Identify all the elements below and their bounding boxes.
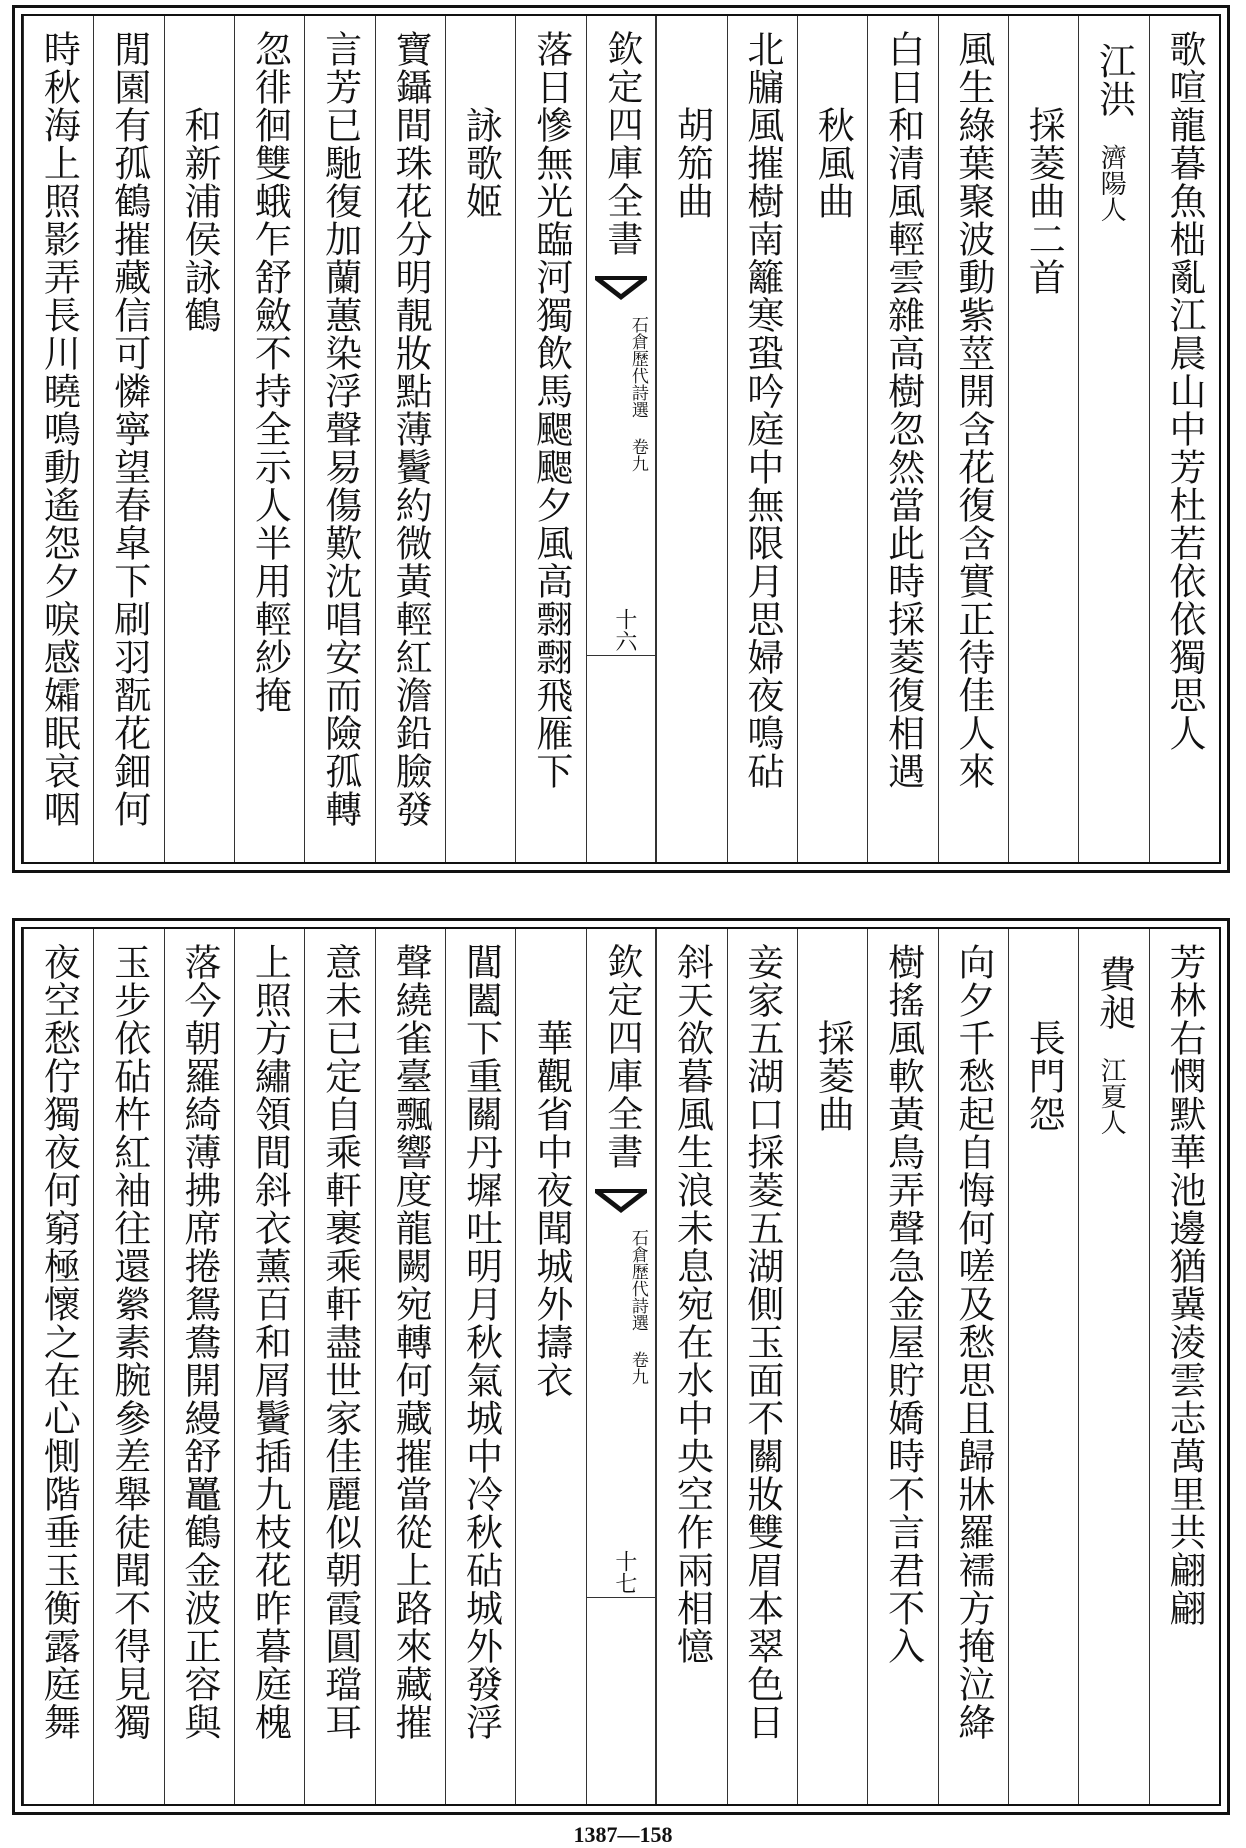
poem-title: 秋風曲 <box>811 106 855 220</box>
text-column <box>304 16 374 862</box>
verse-line: 妾家五湖口採菱五湖側玉面不關妝雙眉本翠色日 <box>740 943 784 1741</box>
text-column <box>797 16 867 862</box>
verse-line: 意未已定自乘軒裹乘軒盡世家佳麗似朝霞圓璫耳 <box>318 943 362 1741</box>
top-page-frame <box>21 14 1221 864</box>
verse-line: 風生綠葉聚波動紫莖開含花復含實正待佳人來 <box>951 30 995 790</box>
page-reference: 1387—158 <box>573 1822 673 1847</box>
text-column <box>445 929 515 1804</box>
text-column <box>797 929 867 1804</box>
verse-line: 忽徘徊雙蛾乍舒斂不持全示人半用輕紗掩 <box>248 30 292 714</box>
text-column <box>1078 16 1148 862</box>
verse-line: 玉步依砧杵紅袖往還縈素腕參差舉徒聞不得見獨 <box>107 943 151 1741</box>
verse-line: 閶闔下重關丹墀吐明月秋氣城中冷秋砧城外發浮 <box>459 943 503 1741</box>
poem-title: 採菱曲 <box>811 1019 855 1133</box>
text-column <box>304 929 374 1804</box>
author-origin-note: 江夏人 <box>1096 1057 1127 1135</box>
verse-line: 斜天欲暮風生浪未息宛在水中央空作兩相憶 <box>670 943 714 1665</box>
text-column <box>1078 929 1148 1804</box>
verse-line: 北牖風摧樹南籬寒蛩吟庭中無限月思婦夜鳴砧 <box>740 30 784 790</box>
verse-line: 落日慘無光臨河獨飲馬颸颸夕風高翲翲飛雁下 <box>529 30 573 790</box>
text-column <box>727 929 797 1804</box>
text-column <box>1149 929 1219 1804</box>
top-page <box>12 5 1230 873</box>
verse-line: 時秋海上照影弄長川曉鳴動遙怨夕唳感孀眠哀咽 <box>37 30 81 828</box>
text-column <box>23 16 93 862</box>
text-column <box>727 16 797 862</box>
text-column <box>234 16 304 862</box>
author-name: 江洪 <box>1092 42 1136 118</box>
author-origin-note: 濟陽人 <box>1096 144 1127 222</box>
verse-line: 上照方繡領間斜衣薰百和屑鬢插九枝花昨暮庭槐 <box>248 943 292 1741</box>
bottom-page-frame <box>21 927 1221 1806</box>
text-column <box>375 929 445 1804</box>
text-column <box>93 16 163 862</box>
banner-page-number: 十七 <box>611 1550 637 1594</box>
text-column <box>1149 16 1219 862</box>
banner-column <box>586 929 656 1804</box>
text-column <box>1008 16 1078 862</box>
verse-line: 聲繞雀臺飄響度龍闕宛轉何藏摧當從上路來藏摧 <box>389 943 433 1741</box>
poem-title: 和新浦侯詠鶴 <box>178 106 222 334</box>
poem-title: 胡笳曲 <box>670 106 714 220</box>
verse-line: 落今朝羅綺薄拂席捲鴛鴦開縵舒鼉鶴金波正容與 <box>178 943 222 1741</box>
text-column <box>867 929 937 1804</box>
fishtail-mark-icon <box>593 1187 649 1215</box>
poem-title: 詠歌姬 <box>459 106 503 220</box>
verse-line: 言芳已馳復加蘭蕙染浮聲易傷歎沈唱安而險孤轉 <box>318 30 362 828</box>
verse-line: 閒園有孤鶴摧藏信可憐寧望春皐下刷羽翫花鈿何 <box>107 30 151 828</box>
verse-line: 芳林右憫默華池邊猶冀淩雲志萬里共翩翩 <box>1162 943 1206 1627</box>
banner-title: 欽定四庫全書 <box>601 30 643 258</box>
poem-title: 華觀省中夜聞城外擣衣 <box>529 1019 573 1399</box>
poem-title: 採菱曲二首 <box>1022 106 1066 296</box>
banner-title: 欽定四庫全書 <box>601 943 643 1171</box>
verse-line: 寶鑷間珠花分明靚妝點薄鬢約微黃輕紅澹鉛臉發 <box>389 30 433 828</box>
author-name: 費昶 <box>1092 955 1136 1031</box>
text-column <box>938 929 1008 1804</box>
banner-rule <box>587 1597 655 1598</box>
verse-line: 夜空愁佇獨夜何窮極懷之在心惻階垂玉衡露庭舞 <box>37 943 81 1741</box>
text-column <box>445 16 515 862</box>
text-column <box>515 929 585 1804</box>
banner-column <box>586 16 656 862</box>
banner-rule <box>587 655 655 656</box>
text-column <box>23 929 93 1804</box>
banner-subtitle: 石倉歷代詩選 卷九 <box>627 316 648 472</box>
verse-line: 樹搖風軟黃鳥弄聲急金屋貯嬌時不言君不入 <box>881 943 925 1665</box>
fishtail-mark-icon <box>593 274 649 302</box>
text-column <box>93 929 163 1804</box>
text-column <box>656 16 726 862</box>
poem-title: 長門怨 <box>1022 1019 1066 1133</box>
text-column <box>164 929 234 1804</box>
verse-line: 白日和清風輕雲雜高樹忽然當此時採菱復相遇 <box>881 30 925 790</box>
banner-page-number: 十六 <box>611 608 637 652</box>
bottom-page <box>12 918 1230 1815</box>
text-column <box>656 929 726 1804</box>
text-column <box>515 16 585 862</box>
verse-line: 向夕千愁起自悔何嗟及愁思且歸牀羅襦方掩泣絳 <box>951 943 995 1741</box>
verse-line: 歌喧龍暮魚柮亂江晨山中芳杜若依依獨思人 <box>1162 30 1206 752</box>
text-column <box>375 16 445 862</box>
text-column <box>1008 929 1078 1804</box>
banner-subtitle: 石倉歷代詩選 卷九 <box>627 1229 648 1385</box>
text-column <box>234 929 304 1804</box>
text-column <box>938 16 1008 862</box>
text-column <box>164 16 234 862</box>
text-column <box>867 16 937 862</box>
